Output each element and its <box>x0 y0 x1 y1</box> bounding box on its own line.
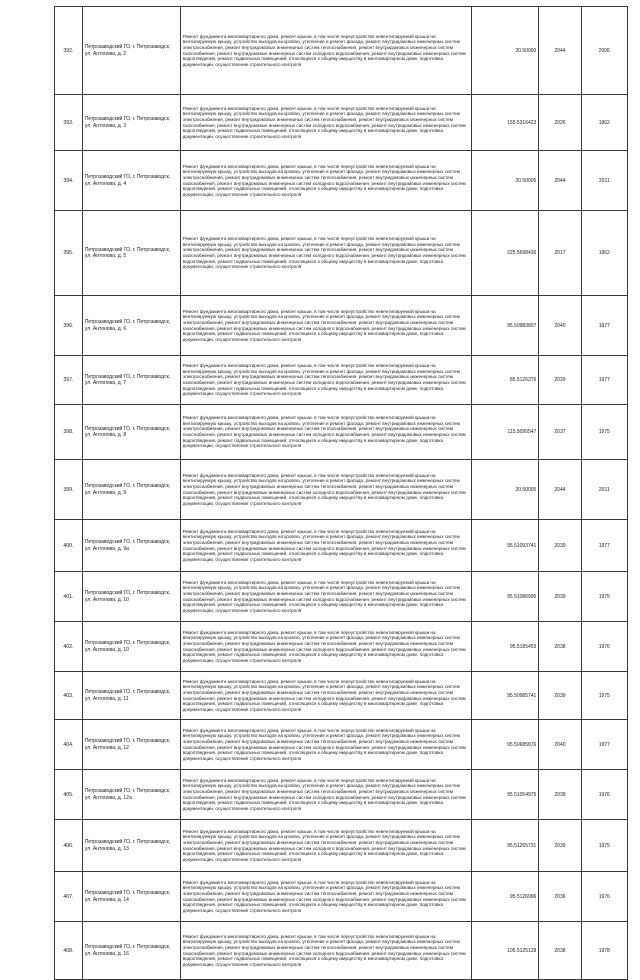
address-cell: Петрозаводский ГО, г. Петрозаводск, ул. Антонова, д. 3 <box>82 95 180 151</box>
row-number-cell: 394. <box>55 151 83 211</box>
built-year-cell: 1977 <box>581 720 627 770</box>
table-row <box>55 296 628 356</box>
address-cell: Петрозаводский ГО, г. Петрозаводск, ул. Антонова, д. 2 <box>82 7 180 95</box>
table-row <box>55 770 628 820</box>
address-cell: Петрозаводский ГО, г. Петрозаводск, ул. Антонова, д. 14 <box>82 872 180 922</box>
planned-year-cell: 2039 <box>539 820 581 872</box>
built-year-cell: 2006 <box>581 7 627 95</box>
built-year-cell: 1975 <box>581 820 627 872</box>
work-description-cell: Ремонт фундамента многоквартирного дома, ремонт крыши, в том числе переустройство невентилируемой крыши на вентилируемую крышу, устройство выходов на кровлю, утепление и ремонт фасада, ремонт внутридомовых инженерных систем электроснабжения, ремонт внутридомовых инженерных систем теплоснабжения, ремонт внутридомовых инженерных систем газоснабжения, ремонт внутридомовых инженерных систем холодного водоснабжения, ремонт внутридомовых инженерных систем водоотведения, ремонт подвальных помещений, относящихся к общему имуществу в многоквартирном доме, подготовка документации, осуществление строительного контроля <box>180 820 472 872</box>
work-description-cell: Ремонт фундамента многоквартирного дома, ремонт крыши, в том числе переустройство невентилируемой крыши на вентилируемую крышу, устройство выходов на кровлю, утепление и ремонт фасада, ремонт внутридомовых инженерных систем электроснабжения, ремонт внутридомовых инженерных систем теплоснабжения, ремонт внутридомовых инженерных систем газоснабжения, ремонт внутридомовых инженерных систем холодного водоснабжения, ремонт внутридомовых инженерных систем водоотведения, ремонт подвальных помещений, относящихся к общему имуществу в многоквартирном доме, подготовка документации, осуществление строительного контроля <box>180 460 472 520</box>
planned-year-cell: 2044 <box>539 7 581 95</box>
built-year-cell: 1978 <box>581 922 627 980</box>
built-year-cell: 1975 <box>581 572 627 622</box>
register-table-body <box>55 7 628 980</box>
address-cell: Петрозаводский ГО, г. Петрозаводск, ул. Антонова, д. 16 <box>82 922 180 980</box>
planned-year-cell: 2044 <box>539 460 581 520</box>
row-number-cell: 402. <box>55 622 83 672</box>
work-description-cell: Ремонт фундамента многоквартирного дома, ремонт крыши, в том числе переустройство невентилируемой крыши на вентилируемую крышу, устройство выходов на кровлю, утепление и ремонт фасада, ремонт внутридомовых инженерных систем электроснабжения, ремонт внутридомовых инженерных систем теплоснабжения, ремонт внутридомовых инженерных систем газоснабжения, ремонт внутридомовых инженерных систем холодного водоснабжения, ремонт внутридомовых инженерных систем водоотведения, ремонт подвальных помещений, относящихся к общему имуществу в многоквартирном доме, подготовка документации, осуществление строительного контроля <box>180 95 472 151</box>
row-number-cell: 404. <box>55 720 83 770</box>
planned-year-cell: 2040 <box>539 720 581 770</box>
table-row <box>55 405 628 460</box>
work-description-cell: Ремонт фундамента многоквартирного дома, ремонт крыши, в том числе переустройство невентилируемой крыши на вентилируемую крышу, устройство выходов на кровлю, утепление и ремонт фасада, ремонт внутридомовых инженерных систем электроснабжения, ремонт внутридомовых инженерных систем теплоснабжения, ремонт внутридомовых инженерных систем газоснабжения, ремонт внутридомовых инженерных систем холодного водоснабжения, ремонт внутридомовых инженерных систем водоотведения, ремонт подвальных помещений, относящихся к общему имуществу в многоквартирном доме, подготовка документации, осуществление строительного контроля <box>180 770 472 820</box>
built-year-cell: 1976 <box>581 872 627 922</box>
row-number-cell: 393. <box>55 95 83 151</box>
built-year-cell: 1976 <box>581 622 627 672</box>
row-number-cell: 407. <box>55 872 83 922</box>
work-description-cell: Ремонт фундамента многоквартирного дома, ремонт крыши, в том числе переустройство невентилируемой крыши на вентилируемую крышу, устройство выходов на кровлю, утепление и ремонт фасада, ремонт внутридомовых инженерных систем электроснабжения, ремонт внутридомовых инженерных систем теплоснабжения, ремонт внутридомовых инженерных систем газоснабжения, ремонт внутридомовых инженерных систем холодного водоснабжения, ремонт внутридомовых инженерных систем водоотведения, ремонт подвальных помещений, относящихся к общему имуществу в многоквартирном доме, подготовка документации, осуществление строительного контроля <box>180 572 472 622</box>
address-cell: Петрозаводский ГО, г. Петрозаводск, ул. Антонова, д. 5 <box>82 211 180 296</box>
cost-cell: 95.51054975 <box>472 770 539 820</box>
built-year-cell: 1977 <box>581 296 627 356</box>
planned-year-cell: 2026 <box>539 95 581 151</box>
row-number-cell: 406. <box>55 820 83 872</box>
planned-year-cell: 2037 <box>539 405 581 460</box>
planned-year-cell: 2040 <box>539 296 581 356</box>
work-description-cell: Ремонт фундамента многоквартирного дома, ремонт крыши, в том числе переустройство невентилируемой крыши на вентилируемую крышу, устройство выходов на кровлю, утепление и ремонт фасада, ремонт внутридомовых инженерных систем электроснабжения, ремонт внутридомовых инженерных систем теплоснабжения, ремонт внутридомовых инженерных систем газоснабжения, ремонт внутридомовых инженерных систем холодного водоснабжения, ремонт внутридомовых инженерных систем водоотведения, ремонт подвальных помещений, относящихся к общему имуществу в многоквартирном доме, подготовка документации, осуществление строительного контроля <box>180 622 472 672</box>
built-year-cell: 2011 <box>581 151 627 211</box>
built-year-cell: 2011 <box>581 460 627 520</box>
work-description-cell: Ремонт фундамента многоквартирного дома, ремонт крыши, в том числе переустройство невентилируемой крыши на вентилируемую крышу, устройство выходов на кровлю, утепление и ремонт фасада, ремонт внутридомовых инженерных систем электроснабжения, ремонт внутридомовых инженерных систем теплоснабжения, ремонт внутридомовых инженерных систем газоснабжения, ремонт внутридомовых инженерных систем холодного водоснабжения, ремонт внутридомовых инженерных систем водоотведения, ремонт подвальных помещений, относящихся к общему имуществу в многоквартирном доме, подготовка документации, осуществление строительного контроля <box>180 520 472 572</box>
built-year-cell: 1975 <box>581 672 627 720</box>
built-year-cell: 1962 <box>581 211 627 296</box>
work-description-cell: Ремонт фундамента многоквартирного дома, ремонт крыши, в том числе переустройство невентилируемой крыши на вентилируемую крышу, устройство выходов на кровлю, утепление и ремонт фасада, ремонт внутридомовых инженерных систем электроснабжения, ремонт внутридомовых инженерных систем теплоснабжения, ремонт внутридомовых инженерных систем газоснабжения, ремонт внутридомовых инженерных систем холодного водоснабжения, ремонт внутридомовых инженерных систем водоотведения, ремонт подвальных помещений, относящихся к общему имуществу в многоквартирном доме, подготовка документации, осуществление строительного контроля <box>180 872 472 922</box>
address-cell: Петрозаводский ГО, г. Петрозаводск, ул. Антонова, д. 13 <box>82 820 180 872</box>
planned-year-cell: 2038 <box>539 922 581 980</box>
table-row <box>55 211 628 296</box>
cost-cell: 115.5095547 <box>472 405 539 460</box>
planned-year-cell: 2044 <box>539 151 581 211</box>
table-row <box>55 520 628 572</box>
cost-cell: 95.51086995 <box>472 572 539 622</box>
built-year-cell: 1977 <box>581 356 627 405</box>
cost-cell: 20.50005 <box>472 460 539 520</box>
cost-cell: 20.50005 <box>472 151 539 211</box>
row-number-cell: 398. <box>55 405 83 460</box>
row-number-cell: 400. <box>55 520 83 572</box>
planned-year-cell: 2036 <box>539 872 581 922</box>
built-year-cell: 1962 <box>581 95 627 151</box>
table-row <box>55 460 628 520</box>
address-cell: Петрозаводский ГО, г. Петрозаводск, ул. Антонова, д. 12а <box>82 770 180 820</box>
work-description-cell: Ремонт фундамента многоквартирного дома, ремонт крыши, в том числе переустройство невентилируемой крыши на вентилируемую крышу, устройство выходов на кровлю, утепление и ремонт фасада, ремонт внутридомовых инженерных систем электроснабжения, ремонт внутридомовых инженерных систем теплоснабжения, ремонт внутридомовых инженерных систем газоснабжения, ремонт внутридомовых инженерных систем холодного водоснабжения, ремонт внутридомовых инженерных систем водоотведения, ремонт подвальных помещений, относящихся к общему имуществу в многоквартирном доме, подготовка документации, осуществление строительного контроля <box>180 211 472 296</box>
table-row <box>55 356 628 405</box>
cost-cell: 85.5126376 <box>472 356 539 405</box>
row-number-cell: 401. <box>55 572 83 622</box>
row-number-cell: 397. <box>55 356 83 405</box>
planned-year-cell: 2039 <box>539 672 581 720</box>
work-description-cell: Ремонт фундамента многоквартирного дома, ремонт крыши, в том числе переустройство невентилируемой крыши на вентилируемую крышу, устройство выходов на кровлю, утепление и ремонт фасада, ремонт внутридомовых инженерных систем электроснабжения, ремонт внутридомовых инженерных систем теплоснабжения, ремонт внутридомовых инженерных систем газоснабжения, ремонт внутридомовых инженерных систем холодного водоснабжения, ремонт внутридомовых инженерных систем водоотведения, ремонт подвальных помещений, относящихся к общему имуществу в многоквартирном доме, подготовка документации, осуществление строительного контроля <box>180 922 472 980</box>
table-row <box>55 820 628 872</box>
planned-year-cell: 2039 <box>539 520 581 572</box>
planned-year-cell: 2039 <box>539 572 581 622</box>
table-row <box>55 622 628 672</box>
cost-cell: 95.5126996 <box>472 872 539 922</box>
work-description-cell: Ремонт фундамента многоквартирного дома, ремонт крыши, в том числе переустройство невентилируемой крыши на вентилируемую крышу, устройство выходов на кровлю, утепление и ремонт фасада, ремонт внутридомовых инженерных систем электроснабжения, ремонт внутридомовых инженерных систем теплоснабжения, ремонт внутридомовых инженерных систем газоснабжения, ремонт внутридомовых инженерных систем холодного водоснабжения, ремонт внутридомовых инженерных систем водоотведения, ремонт подвальных помещений, относящихся к общему имуществу в многоквартирном доме, подготовка документации, осуществление строительного контроля <box>180 7 472 95</box>
planned-year-cell: 2017 <box>539 211 581 296</box>
row-number-cell: 395. <box>55 211 83 296</box>
address-cell: Петрозаводский ГО, г. Петрозаводск, ул. Антонова, д. 9а <box>82 520 180 572</box>
cost-cell: 95.50685876 <box>472 720 539 770</box>
cost-cell: 95.51265731 <box>472 820 539 872</box>
row-number-cell: 405. <box>55 770 83 820</box>
address-cell: Петрозаводский ГО, г. Петрозаводск, ул. Антонова, д. 11 <box>82 672 180 720</box>
table-row <box>55 720 628 770</box>
address-cell: Петрозаводский ГО, г. Петрозаводск, ул. Антонова, д. 4 <box>82 151 180 211</box>
work-description-cell: Ремонт фундамента многоквартирного дома, ремонт крыши, в том числе переустройство невентилируемой крыши на вентилируемую крышу, устройство выходов на кровлю, утепление и ремонт фасада, ремонт внутридомовых инженерных систем электроснабжения, ремонт внутридомовых инженерных систем теплоснабжения, ремонт внутридомовых инженерных систем газоснабжения, ремонт внутридомовых инженерных систем холодного водоснабжения, ремонт внутридомовых инженерных систем водоотведения, ремонт подвальных помещений, относящихся к общему имуществу в многоквартирном доме, подготовка документации, осуществление строительного контроля <box>180 672 472 720</box>
work-description-cell: Ремонт фундамента многоквартирного дома, ремонт крыши, в том числе переустройство невентилируемой крыши на вентилируемую крышу, устройство выходов на кровлю, утепление и ремонт фасада, ремонт внутридомовых инженерных систем электроснабжения, ремонт внутридомовых инженерных систем теплоснабжения, ремонт внутридомовых инженерных систем газоснабжения, ремонт внутридомовых инженерных систем холодного водоснабжения, ремонт внутридомовых инженерных систем водоотведения, ремонт подвальных помещений, относящихся к общему имуществу в многоквартирном доме, подготовка документации, осуществление строительного контроля <box>180 356 472 405</box>
work-description-cell: Ремонт фундамента многоквартирного дома, ремонт крыши, в том числе переустройство невентилируемой крыши на вентилируемую крышу, устройство выходов на кровлю, утепление и ремонт фасада, ремонт внутридомовых инженерных систем электроснабжения, ремонт внутридомовых инженерных систем теплоснабжения, ремонт внутридомовых инженерных систем газоснабжения, ремонт внутридомовых инженерных систем холодного водоснабжения, ремонт внутридомовых инженерных систем водоотведения, ремонт подвальных помещений, относящихся к общему имуществу в многоквартирном доме, подготовка документации, осуществление строительного контроля <box>180 405 472 460</box>
table-row <box>55 672 628 720</box>
address-cell: Петрозаводский ГО, г. Петрозаводск, ул. Антонова, д. 12 <box>82 720 180 770</box>
built-year-cell: 1977 <box>581 520 627 572</box>
table-row <box>55 151 628 211</box>
built-year-cell: 1976 <box>581 770 627 820</box>
cost-cell: 95.50983807 <box>472 296 539 356</box>
address-cell: Петрозаводский ГО, г. Петрозаводск, ул. Антонова, д. 8 <box>82 405 180 460</box>
cost-cell: 155.5316423 <box>472 95 539 151</box>
planned-year-cell: 2038 <box>539 622 581 672</box>
table-row <box>55 95 628 151</box>
table-row <box>55 572 628 622</box>
address-cell: Петрозаводский ГО, г. Петрозаводск, ул. Антонова, д. 7 <box>82 356 180 405</box>
table-row <box>55 872 628 922</box>
cost-cell: 105.5125128 <box>472 922 539 980</box>
row-number-cell: 399. <box>55 460 83 520</box>
row-number-cell: 392. <box>55 7 83 95</box>
built-year-cell: 1975 <box>581 405 627 460</box>
capital-repair-register-table <box>54 6 628 980</box>
work-description-cell: Ремонт фундамента многоквартирного дома, ремонт крыши, в том числе переустройство невентилируемой крыши на вентилируемую крышу, устройство выходов на кровлю, утепление и ремонт фасада, ремонт внутридомовых инженерных систем электроснабжения, ремонт внутридомовых инженерных систем теплоснабжения, ремонт внутридомовых инженерных систем газоснабжения, ремонт внутридомовых инженерных систем холодного водоснабжения, ремонт внутридомовых инженерных систем водоотведения, ремонт подвальных помещений, относящихся к общему имуществу в многоквартирном доме, подготовка документации, осуществление строительного контроля <box>180 151 472 211</box>
work-description-cell: Ремонт фундамента многоквартирного дома, ремонт крыши, в том числе переустройство невентилируемой крыши на вентилируемую крышу, устройство выходов на кровлю, утепление и ремонт фасада, ремонт внутридомовых инженерных систем электроснабжения, ремонт внутридомовых инженерных систем теплоснабжения, ремонт внутридомовых инженерных систем газоснабжения, ремонт внутридомовых инженерных систем холодного водоснабжения, ремонт внутридомовых инженерных систем водоотведения, ремонт подвальных помещений, относящихся к общему имуществу в многоквартирном доме, подготовка документации, осуществление строительного контроля <box>180 296 472 356</box>
row-number-cell: 403. <box>55 672 83 720</box>
cost-cell: 20.50000 <box>472 7 539 95</box>
work-description-cell: Ремонт фундамента многоквартирного дома, ремонт крыши, в том числе переустройство невентилируемой крыши на вентилируемую крышу, устройство выходов на кровлю, утепление и ремонт фасада, ремонт внутридомовых инженерных систем электроснабжения, ремонт внутридомовых инженерных систем теплоснабжения, ремонт внутридомовых инженерных систем газоснабжения, ремонт внутридомовых инженерных систем холодного водоснабжения, ремонт внутридомовых инженерных систем водоотведения, ремонт подвальных помещений, относящихся к общему имуществу в многоквартирном доме, подготовка документации, осуществление строительного контроля <box>180 720 472 770</box>
cost-cell: 95.5185453 <box>472 622 539 672</box>
address-cell: Петрозаводский ГО, г. Петрозаводск, ул. Антонова, д. 10 <box>82 572 180 622</box>
address-cell: Петрозаводский ГО, г. Петрозаводск, ул. Антонова, д. 10 <box>82 622 180 672</box>
row-number-cell: 396. <box>55 296 83 356</box>
cost-cell: 225.5698436 <box>472 211 539 296</box>
planned-year-cell: 2039 <box>539 356 581 405</box>
row-number-cell: 408. <box>55 922 83 980</box>
planned-year-cell: 2039 <box>539 770 581 820</box>
table-row <box>55 922 628 980</box>
cost-cell: 95.51093741 <box>472 520 539 572</box>
address-cell: Петрозаводский ГО, г. Петрозаводск, ул. Антонова, д. 9 <box>82 460 180 520</box>
cost-cell: 95.50985741 <box>472 672 539 720</box>
address-cell: Петрозаводский ГО, г. Петрозаводск, ул. Антонова, д. 6 <box>82 296 180 356</box>
table-row <box>55 7 628 95</box>
